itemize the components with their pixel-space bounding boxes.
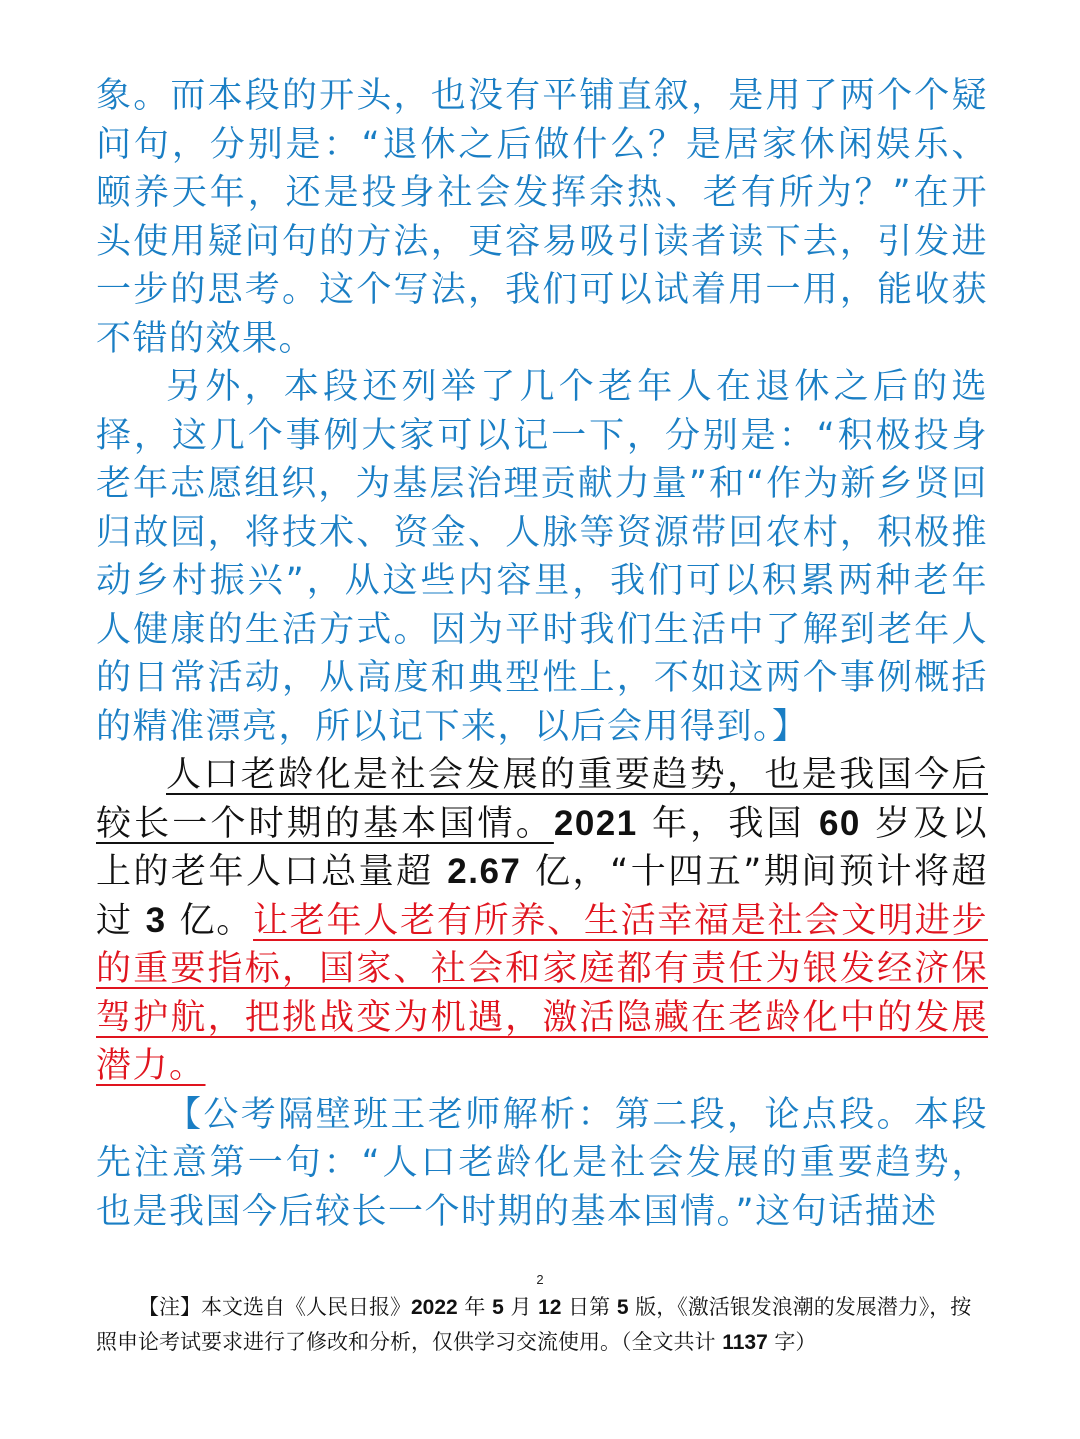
text-segment: 岁及以上的老年人口总量超 bbox=[96, 803, 988, 892]
footnote-day: 12 bbox=[538, 1296, 562, 1319]
page-number: 2 bbox=[536, 1272, 544, 1287]
footnote bbox=[96, 1290, 988, 1360]
footnote-edition: 5 bbox=[616, 1296, 629, 1319]
year-value: 2021 bbox=[553, 803, 638, 843]
footnote-year: 2022 bbox=[411, 1296, 458, 1319]
article-paragraph-two bbox=[96, 751, 988, 1091]
population-value: 2.67 bbox=[447, 852, 522, 891]
text-segment: 亿，“十四五”期间预计将超过 bbox=[96, 852, 988, 941]
document-body bbox=[96, 72, 988, 1236]
analysis-paragraph-continued: 象。而本段的开头，也没有平铺直叙，是用了两个个疑问句，分别是：“退休之后做什么？是居家休闲娱乐、颐养天年，还是投身社会发挥余热、老有所为？”在开头使用疑问句的方法，更容易吸引读者读下去，引发进一步的思考。这个写法，我们可以试着用一用，能收获不错的效果。 bbox=[96, 76, 988, 359]
footnote-text: 月 bbox=[503, 1295, 539, 1319]
footnote-word-count: 1137 bbox=[722, 1331, 768, 1354]
footnote-month: 5 bbox=[492, 1296, 504, 1319]
text-segment: 亿。 bbox=[166, 900, 254, 941]
age-value: 60 bbox=[818, 803, 861, 843]
analysis-paragraph-two: 【公考隔壁班王老师解析：第二段，论点段。本段先注意第一句：“人口老龄化是社会发展的重要趋势，也是我国今后较长一个时期的基本国情。”这句话描述 bbox=[96, 1094, 988, 1232]
footnote-text: 字） bbox=[767, 1330, 817, 1354]
forecast-value: 3 bbox=[145, 900, 167, 940]
footnote-text: 日第 bbox=[561, 1295, 617, 1319]
text-segment: 年，我国 bbox=[637, 803, 819, 844]
analysis-paragraph-examples: 另外，本段还列举了几个老年人在退休之后的选择，这几个事例大家可以记一下，分别是：“积极投身老年志愿组织，为基层治理贡献力量”和“作为新乡贤回归故园，将技术、资金、人脉等资源带回农村，积极推动乡村振兴”，从这些内容里，我们可以积累两种老年人健康的生活方式。因为平时我们生活中了解到老年人的日常活动，从高度和典型性上，不如这两个事例概括的精准漂亮，所以记下来，以后会用得到。】 bbox=[96, 367, 988, 747]
red-underlined-argument: 让老年人老有所养、生活幸福是社会文明进步的重要指标，国家、社会和家庭都有责任为银发经济保驾护航，把挑战变为机遇，激活隐藏在老龄化中的发展潜力。 bbox=[96, 900, 988, 1086]
underlined-thesis: 人口老龄化是社会发展的重要趋势，也是我国今后较长一个时期的基本国情。 bbox=[96, 755, 988, 844]
footnote-text: 【注】本文选自《人民日报》 bbox=[138, 1295, 411, 1319]
footnote-text: 年 bbox=[457, 1295, 493, 1319]
footnote-text: 版，《激活银发浪潮的发展潜力》，按照申论考试要求进行了修改和分析，仅供学习交流使用。（全文共计 bbox=[96, 1295, 972, 1354]
